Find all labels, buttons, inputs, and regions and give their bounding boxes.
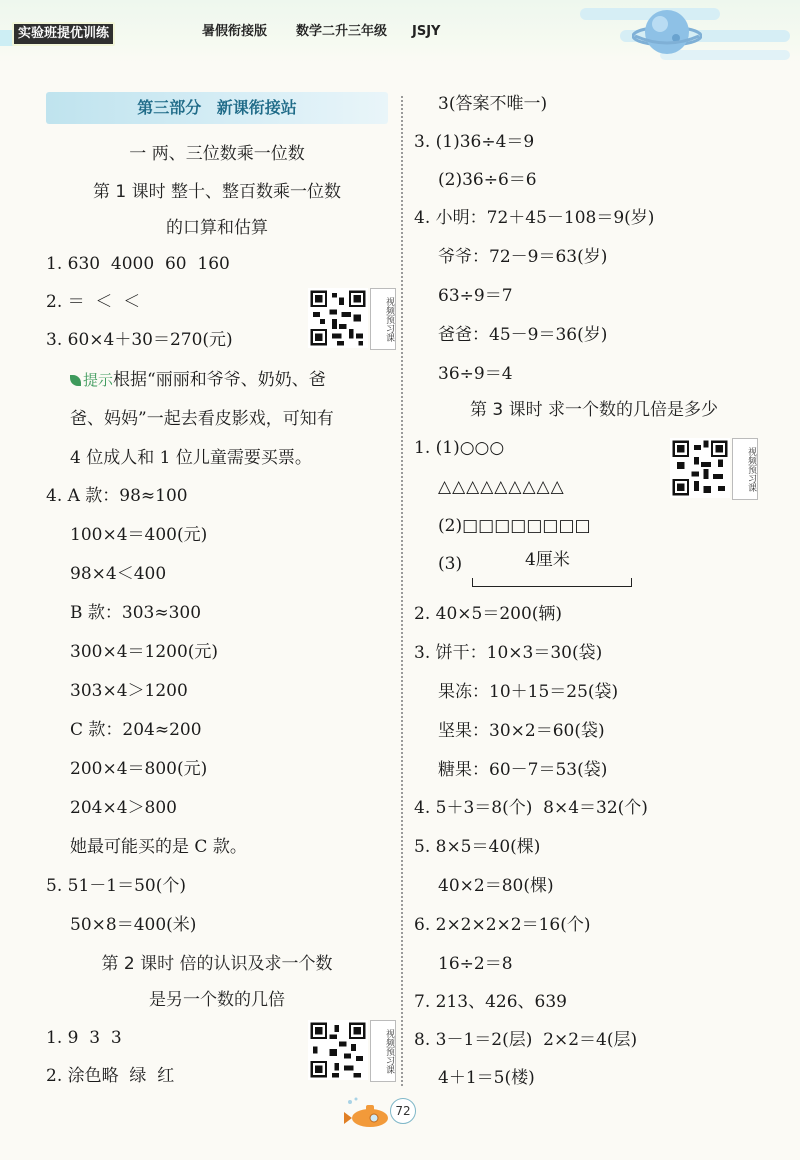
answer-line: 1. (1)○○○ [414,438,505,458]
answer-line: 1. 9 3 3 [46,1028,122,1048]
planet-icon [632,2,702,64]
answer-line: (2)36÷6＝6 [438,170,537,190]
series-badge: 实验班提优训练 [12,22,115,46]
answer-line: 4. 5＋3＝8(个) 8×4＝32(个) [414,798,648,818]
answer-line: 3. 饼干：10×3＝30(袋) [414,643,603,663]
answer-line: 2. 涂色略 绿 红 [46,1066,175,1086]
length-label: 4厘米 [525,550,570,570]
qr-label: 视频预习课 [370,288,396,350]
submarine-icon [340,1096,396,1130]
video-qr-code[interactable] [308,1020,396,1082]
answer-line: 6. 2×2×2×2＝16(个) [414,915,591,935]
qr-label: 视频预习课 [370,1020,396,1082]
answer-line: 5. 8×5＝40(棵) [414,837,541,857]
qr-code-icon [670,438,730,498]
lesson-3-title: 第 3 课时 求一个数的几倍是多少 [469,400,719,420]
answer-line: △△△△△△△△△ [438,477,565,497]
answer-line: 4. 小明：72＋45－108＝9(岁) [414,208,655,228]
answer-line: (3) [438,554,463,574]
video-qr-code[interactable] [670,438,758,500]
tip-line [70,368,326,392]
tip-text: 根据“丽丽和爷爷、奶奶、爸 [113,370,326,390]
answer-line: 40×2＝80(棵) [438,876,554,896]
answer-line: 2. 40×5＝200(辆) [414,604,563,624]
answer-line: 50×8＝400(米) [70,915,197,935]
answer-line: 3. (1)36÷4＝9 [414,132,535,152]
lesson-2-title-line-1: 第 2 课时 倍的认识及求一个数 [101,954,333,974]
answer-line: 2. ＝ ＜ ＜ [46,292,141,312]
lesson-1-title-line-2: 的口算和估算 [166,218,268,238]
page-number: 72 [390,1098,416,1124]
page-number-area [340,1086,430,1132]
subject-label: 数学二升三年级 [296,24,388,39]
answer-line: 98×4＜400 [70,564,167,584]
answer-line: 36÷9＝4 [438,364,513,384]
tip-label: 提示 [83,371,114,389]
section-title: 第三部分 新课衔接站 [46,92,388,124]
lesson-2-title-line-2: 是另一个数的几倍 [149,990,285,1010]
answer-line: 8. 3－1＝2(层) 2×2＝4(层) [414,1030,638,1050]
tip-marker [70,371,113,389]
answer-line: 200×4＝800(元) [70,759,208,779]
answer-line: 7. 213、426、639 [414,992,567,1012]
answer-line: 300×4＝1200(元) [70,642,219,662]
leaf-icon [70,375,81,386]
answer-line: 果冻：10＋15＝25(袋) [438,682,619,702]
tip-text: 4 位成人和 1 位儿童需要买票。 [70,448,312,468]
answer-line: 63÷9＝7 [438,286,513,306]
answer-line: 1. 630 4000 60 160 [46,254,230,274]
qr-code-icon [308,1020,368,1080]
answer-line: 糖果：60－7＝53(袋) [438,760,608,780]
answer-line: 3(答案不唯一) [438,94,548,114]
answer-line: 3. 60×4＋30＝270(元) [46,330,233,350]
column-divider [401,96,403,1086]
answer-line: 坚果：30×2＝60(袋) [438,721,605,741]
length-bracket [472,578,632,587]
answer-line: 4＋1＝5(楼) [438,1068,535,1088]
edition-label: 暑假衔接版 [202,24,268,39]
answer-line: C 款：204≈200 [70,720,202,740]
answer-line: 303×4＞1200 [70,681,188,701]
video-qr-code[interactable] [308,288,396,350]
answer-line: 她最可能买的是 C 款。 [70,837,247,857]
answer-line: 100×4＝400(元) [70,525,208,545]
answer-line: (2)□□□□□□□□ [438,516,591,536]
qr-code-icon [308,288,368,348]
answer-line: 16÷2＝8 [438,954,513,974]
answer-line: 爸爸：45－9＝36(岁) [438,325,608,345]
version-label: JSJY [412,24,441,39]
answer-line: 204×4＞800 [70,798,177,818]
qr-label: 视频预习课 [732,438,758,500]
tip-text: 爸、妈妈”一起去看皮影戏，可知有 [70,409,334,429]
answer-line: B 款：303≈300 [70,603,202,623]
answer-line: 4. A 款：98≈100 [46,486,188,506]
lesson-1-title-line-1: 第 1 课时 整十、整百数乘一位数 [92,182,342,202]
answer-line: 爷爷：72－9＝63(岁) [438,247,608,267]
unit-title: 一 两、三位数乘一位数 [129,144,305,164]
answer-line: 5. 51－1＝50(个) [46,876,186,896]
